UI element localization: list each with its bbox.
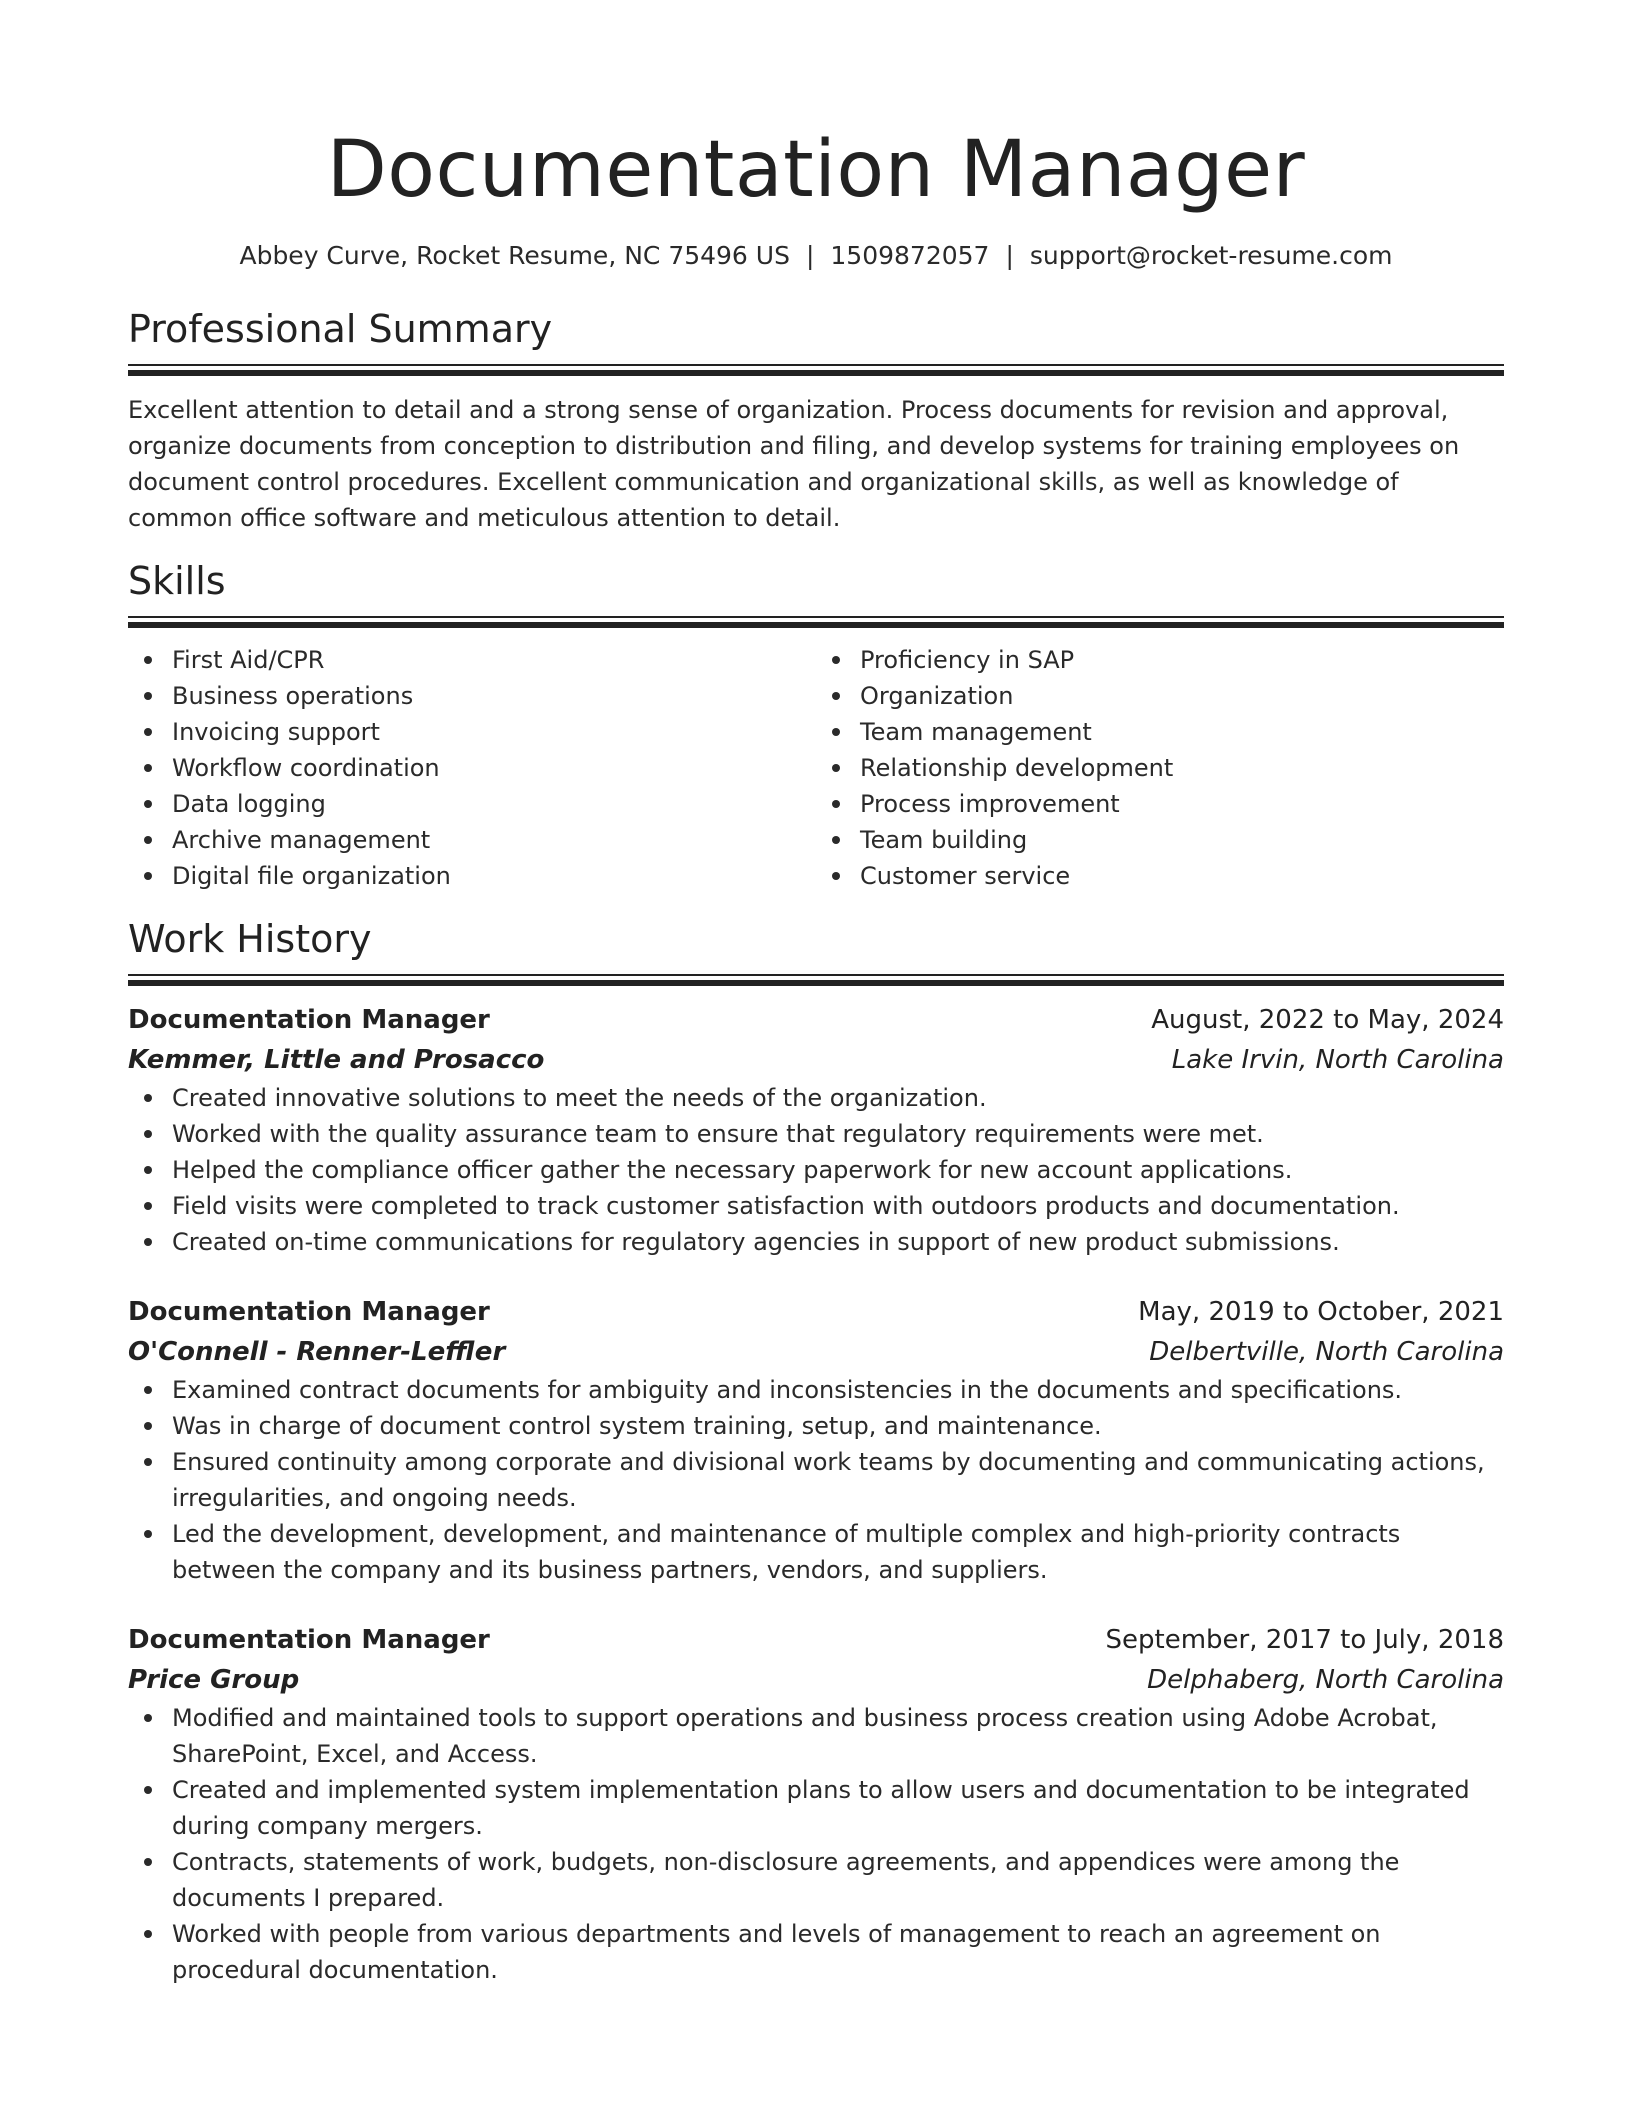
job-bullet: Examined contract documents for ambiguity and inconsistencies in the documents and specifications. <box>172 1372 1504 1408</box>
skill-item: Proficiency in SAP <box>860 642 1504 678</box>
job-entry <box>128 1620 1504 1988</box>
skills-grid <box>128 642 1504 894</box>
skill-item: Customer service <box>860 858 1504 894</box>
summary-section <box>128 306 1504 536</box>
contact-address: Abbey Curve, Rocket Resume, NC 75496 US <box>239 241 790 270</box>
contact-separator: | <box>805 241 815 270</box>
job-bullet: Contracts, statements of work, budgets, non-disclosure agreements, and appendices were among the documents I prepared. <box>172 1844 1504 1916</box>
section-divider-thick <box>128 622 1504 628</box>
skills-section <box>128 558 1504 894</box>
job-title: Documentation Manager <box>128 1297 490 1327</box>
contact-line <box>128 240 1504 272</box>
section-divider <box>128 364 1504 366</box>
job-bullets <box>128 1372 1504 1588</box>
job-header <box>128 1620 1504 1660</box>
work-history-heading: Work History <box>128 917 372 961</box>
skills-heading: Skills <box>128 559 226 603</box>
job-subheader <box>128 1660 1504 1700</box>
job-bullet: Was in charge of document control system training, setup, and maintenance. <box>172 1408 1504 1444</box>
section-divider-thick <box>128 370 1504 376</box>
job-bullet: Created innovative solutions to meet the needs of the organization. <box>172 1080 1504 1116</box>
resume-page <box>128 0 1504 1988</box>
job-location: Delbertville, North Carolina <box>1149 1337 1504 1367</box>
job-bullet: Modified and maintained tools to support operations and business process creation using Adobe Acrobat, SharePoint, Excel, and Access. <box>172 1700 1504 1772</box>
skill-item: Business operations <box>172 678 816 714</box>
resume-title: Documentation Manager <box>326 125 1306 215</box>
job-location: Lake Irvin, North Carolina <box>1171 1045 1504 1075</box>
job-company: Price Group <box>128 1665 300 1695</box>
job-dates: May, 2019 to October, 2021 <box>1138 1297 1504 1327</box>
job-bullet: Ensured continuity among corporate and divisional work teams by documenting and communicating actions, irregularities, and ongoing needs. <box>172 1444 1504 1516</box>
job-header <box>128 1000 1504 1040</box>
skill-item: Workflow coordination <box>172 750 816 786</box>
skill-item: Organization <box>860 678 1504 714</box>
skill-item: Archive management <box>172 822 816 858</box>
contact-separator: | <box>1005 241 1014 270</box>
job-bullets <box>128 1080 1504 1260</box>
skills-right-column <box>816 642 1504 894</box>
section-divider <box>128 616 1504 618</box>
skill-item: Data logging <box>172 786 816 822</box>
job-company: O'Connell - Renner-Leffler <box>128 1337 506 1367</box>
job-header <box>128 1292 1504 1332</box>
skills-left-column <box>128 642 816 894</box>
skill-item: Invoicing support <box>172 714 816 750</box>
job-entry <box>128 1292 1504 1588</box>
skill-item: First Aid/CPR <box>172 642 816 678</box>
job-bullet: Led the development, development, and maintenance of multiple complex and high-priority contracts between the company and its business partners, vendors, and suppliers. <box>172 1516 1504 1588</box>
job-subheader <box>128 1040 1504 1080</box>
job-bullet: Field visits were completed to track customer satisfaction with outdoors products and documentation. <box>172 1188 1504 1224</box>
contact-email: support@rocket-resume.com <box>1029 241 1393 270</box>
work-history-section <box>128 916 1504 1988</box>
skill-item: Relationship development <box>860 750 1504 786</box>
summary-text: Excellent attention to detail and a strong sense of organization. Process documents for revision and approval, organize documents from conception to distribution and filing, and develop systems for training employees on document control procedures. Excellent communication and organizational skills, as well as knowledge of common office software and meticulous attention to detail. <box>128 396 1460 532</box>
summary-heading: Professional Summary <box>128 307 553 351</box>
job-title: Documentation Manager <box>128 1005 490 1035</box>
job-bullets <box>128 1700 1504 1988</box>
job-bullet: Created on-time communications for regulatory agencies in support of new product submissions. <box>172 1224 1504 1260</box>
section-divider <box>128 974 1504 976</box>
job-title: Documentation Manager <box>128 1625 490 1655</box>
job-bullet: Worked with the quality assurance team to ensure that regulatory requirements were met. <box>172 1116 1504 1152</box>
job-subheader <box>128 1332 1504 1372</box>
contact-phone: 1509872057 <box>830 241 990 270</box>
skill-item: Team building <box>860 822 1504 858</box>
skill-item: Digital file organization <box>172 858 816 894</box>
job-bullet: Created and implemented system implementation plans to allow users and documentation to be integrated during company mergers. <box>172 1772 1504 1844</box>
skill-item: Team management <box>860 714 1504 750</box>
job-dates: August, 2022 to May, 2024 <box>1151 1005 1504 1035</box>
job-company: Kemmer, Little and Prosacco <box>128 1045 545 1075</box>
section-divider-thick <box>128 980 1504 986</box>
job-dates: September, 2017 to July, 2018 <box>1105 1625 1504 1655</box>
job-bullet: Worked with people from various departments and levels of management to reach an agreement on procedural documentation. <box>172 1916 1504 1988</box>
job-location: Delphaberg, North Carolina <box>1147 1665 1504 1695</box>
job-entry <box>128 1000 1504 1260</box>
job-bullet: Helped the compliance officer gather the necessary paperwork for new account applications. <box>172 1152 1504 1188</box>
skill-item: Process improvement <box>860 786 1504 822</box>
